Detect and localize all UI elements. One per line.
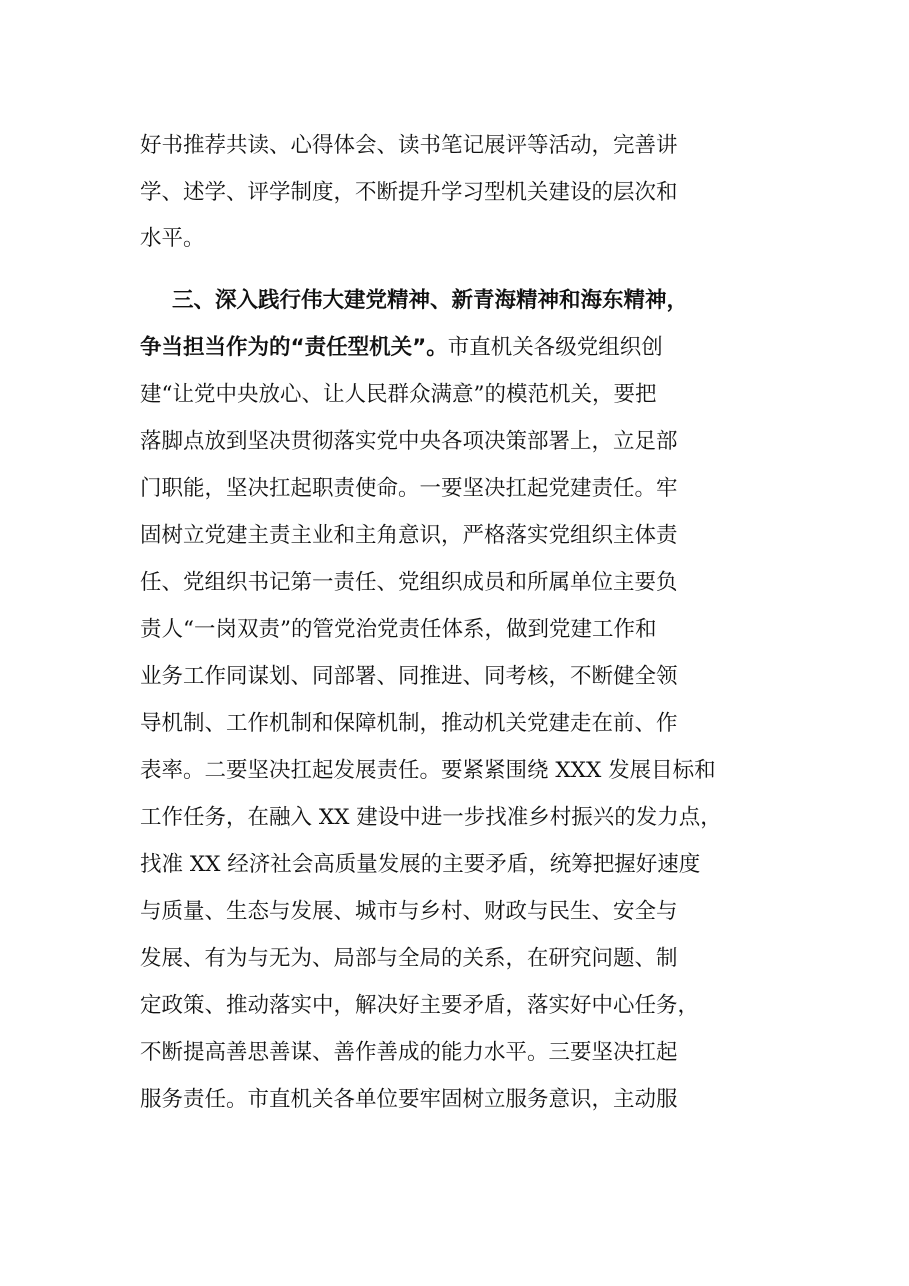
text-line: 发展、有为与无为、局部与全局的关系，在研究问题、制 (140, 946, 678, 971)
section-heading-continued: 争当担当作为的“责任型机关”。 (140, 335, 448, 360)
text-line: 责人“一岗双责”的管党治党责任体系，做到党建工作和 (140, 617, 657, 642)
text-line: 水平。 (140, 226, 205, 251)
text-span: 市直机关各级党组织创 (447, 335, 663, 360)
text-line: 定政策、推动落实中，解决好主要矛盾，落实好中心任务， (140, 993, 700, 1018)
text-line: 服务责任。市直机关各单位要牢固树立服务意识，主动服 (140, 1087, 678, 1112)
text-line: 导机制、工作机制和保障机制，推动机关党建走在前、作 (140, 711, 678, 736)
text-line: 落脚点放到坚决贯彻落实党中央各项决策部署上，立足部 (140, 429, 678, 454)
section-heading: 三、深入践行伟大建党精神、新青海精神和海东精神， (172, 288, 689, 313)
text-line (140, 333, 663, 363)
text-line: 任、党组织书记第一责任、党组织成员和所属单位主要负 (140, 570, 678, 595)
text-line: 与质量、生态与发展、城市与乡村、财政与民生、安全与 (140, 899, 678, 924)
text-line: 好书推荐共读、心得体会、读书笔记展评等活动，完善讲 (140, 133, 678, 158)
text-line: 门职能，坚决扛起职责使命。一要坚决扛起党建责任。牢 (140, 476, 678, 501)
text-line: 不断提高善思善谋、善作善成的能力水平。三要坚决扛起 (140, 1040, 678, 1065)
text-line: 建“让党中央放心、让人民群众满意”的模范机关，要把 (140, 382, 657, 407)
text-line: 表率。二要坚决扛起发展责任。要紧紧围绕 XXX 发展目标和 (140, 758, 716, 783)
text-line: 找准 XX 经济社会高质量发展的主要矛盾，统筹把握好速度 (140, 852, 701, 877)
text-line: 固树立党建主责主业和主角意识，严格落实党组织主体责 (140, 523, 678, 548)
text-line: 学、述学、评学制度，不断提升学习型机关建设的层次和 (140, 180, 678, 205)
text-line: 业务工作同谋划、同部署、同推进、同考核，不断健全领 (140, 664, 678, 689)
text-line: 工作任务，在融入 XX 建设中进一步找准乡村振兴的发力点， (140, 805, 722, 830)
